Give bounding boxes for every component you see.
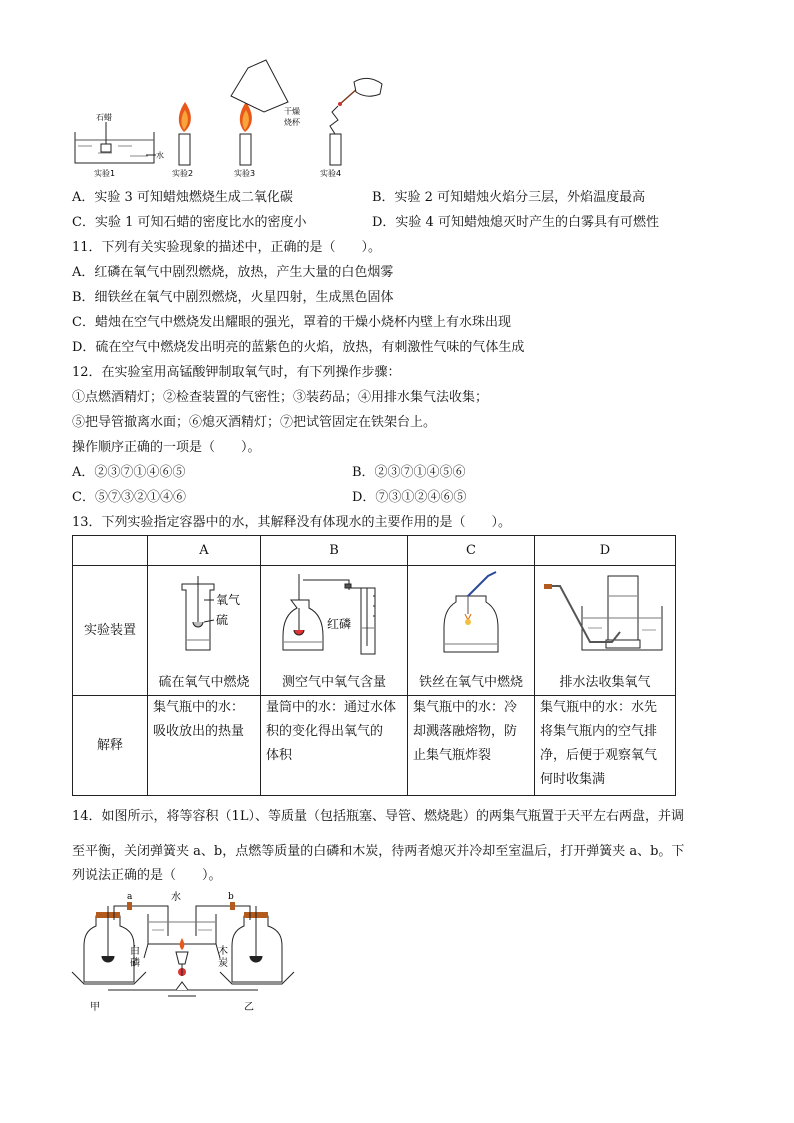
iron-wire-burning-apparatus	[416, 566, 526, 662]
exp1-trough	[75, 122, 156, 163]
label-wood: 木	[218, 946, 228, 957]
caption-a: 硫在氧气中燃烧	[158, 675, 250, 690]
explain-b-line3: 体积	[266, 748, 293, 763]
label-water: 水	[156, 151, 164, 160]
label-exp3: 实验3	[234, 169, 256, 178]
q10-option-b: B．实验 2 可知蜡烛火焰分三层，外焰温度最高	[372, 190, 646, 205]
label-phosphorus: 磷	[130, 958, 140, 969]
label-exp1: 实验1	[94, 169, 116, 178]
header-b: B	[261, 536, 408, 566]
setup-cell-c	[408, 566, 535, 696]
explain-cell-d	[535, 696, 676, 796]
candle-experiments-figure	[68, 58, 388, 182]
q12-option-a: A．②③⑦①④⑥⑤	[72, 465, 186, 480]
label-dry2: 烧杯	[284, 118, 300, 127]
water-displacement-apparatus	[542, 566, 668, 662]
exp4-candle-match	[330, 78, 382, 165]
q11-option-a: A．红磷在氧气中剧烈燃烧，放热，产生大量的白色烟雾	[72, 265, 394, 280]
q14-line1: 14．如图所示，将等容积（1L）、等质量（包括瓶塞、导管、燃烧匙）的两集气瓶置于天平左右两盘，并调	[72, 809, 684, 824]
q12-steps-2: ⑤把导管撤离水面；⑥熄灭酒精灯；⑦把试管固定在铁架台上。	[72, 415, 437, 430]
explain-c-line3: 止集气瓶炸裂	[413, 748, 492, 763]
q11-option-b: B．细铁丝在氧气中剧烈燃烧，火星四射，生成黑色固体	[72, 290, 394, 305]
label-yi: 乙	[244, 1002, 254, 1013]
q12-steps-1: ①点燃酒精灯；②检查装置的气密性；③装药品；④用排水集气法收集；	[72, 390, 489, 405]
q12-option-b: B．②③⑦①④⑤⑥	[352, 465, 466, 480]
header-d: D	[535, 536, 676, 566]
caption-b: 测空气中氧气含量	[281, 675, 386, 690]
header-a: A	[148, 536, 261, 566]
q11-stem: 11．下列有关实验现象的描述中，正确的是（ ）。	[72, 240, 382, 255]
q12-ask: 操作顺序正确的一项是（ ）。	[72, 440, 261, 455]
explain-d-line1: 集气瓶中的水：水先	[540, 700, 658, 715]
setup-cell-d	[535, 566, 676, 696]
label-clip-b: b	[228, 892, 234, 902]
row-label-explain: 解释	[73, 696, 148, 796]
q11-option-c: C．蜡烛在空气中燃烧发出耀眼的强光，罩着的干燥小烧杯内壁上有水珠出现	[72, 315, 511, 330]
balance-apparatus-figure	[68, 886, 298, 1016]
explain-d-line4: 何时收集满	[540, 772, 606, 787]
exp2-candle	[179, 102, 191, 165]
q14-line3: 列说法正确的是（ ）。	[72, 868, 222, 883]
label-water: 水	[171, 892, 181, 903]
explain-d-line2: 将集气瓶内的空气排	[540, 724, 658, 739]
exp3-candle-beaker	[231, 60, 288, 165]
explain-b-line2: 积的变化得出氧气的	[266, 724, 384, 739]
explain-cell-c	[408, 696, 535, 796]
caption-c: 铁丝在氧气中燃烧	[418, 675, 523, 690]
explain-d-line3: 净，后便于观察氧气	[540, 748, 658, 763]
explain-cell-a	[148, 696, 261, 796]
label-oxygen: 氧气	[216, 593, 241, 607]
q12-option-d: D．⑦③①②④⑥⑤	[352, 490, 467, 505]
explain-b-line1: 量筒中的水：通过水体	[266, 700, 397, 715]
label-jia: 甲	[90, 1002, 100, 1013]
q13-stem: 13．下列实验指定容器中的水，其解释没有体现水的主要作用的是（ ）。	[72, 515, 512, 530]
label-exp4: 实验4	[320, 169, 342, 178]
label-dry1: 干燥	[284, 107, 300, 116]
caption-d: 排水法收集氧气	[559, 675, 651, 690]
label-carbon: 炭	[218, 958, 228, 969]
sulfur-burning-apparatus	[154, 566, 254, 662]
q10-option-c: C．实验 1 可知石蜡的密度比水的密度小	[72, 215, 307, 230]
q14-line2: 至平衡，关闭弹簧夹 a、b，点燃等质量的白磷和木炭，待两者熄灭并冷却至室温后，打开弹簧夹 a、b。下	[72, 844, 685, 859]
q13-table	[72, 535, 676, 796]
label-red-phosphorus: 红磷	[327, 617, 352, 631]
explain-c-line2: 却溅落融熔物，防	[413, 724, 518, 739]
label-paraffin: 石蜡	[96, 113, 112, 122]
setup-cell-a	[148, 566, 261, 696]
explain-cell-b	[261, 696, 408, 796]
setup-cell-b	[261, 566, 408, 696]
label-exp2: 实验2	[172, 169, 194, 178]
q10-option-a: A．实验 3 可知蜡烛燃烧生成二氧化碳	[72, 190, 293, 205]
label-sulfur: 硫	[216, 613, 229, 627]
row-label-setup: 实验装置	[73, 566, 148, 696]
explain-a-line2: 吸收放出的热量	[153, 724, 245, 739]
q11-option-d: D．硫在空气中燃烧发出明亮的蓝紫色的火焰，放热，有刺激性气味的气体生成	[72, 340, 525, 355]
label-white: 白	[130, 946, 140, 957]
q12-option-c: C．⑤⑦③②①④⑥	[72, 490, 186, 505]
q12-stem: 12．在实验室用高锰酸钾制取氧气时，有下列操作步骤：	[72, 365, 401, 380]
oxygen-content-apparatus	[269, 566, 399, 662]
table-corner	[73, 536, 148, 566]
header-c: C	[408, 536, 535, 566]
label-clip-a: a	[127, 892, 133, 902]
q10-option-d: D．实验 4 可知蜡烛熄灭时产生的白雾具有可燃性	[372, 215, 659, 230]
explain-a-line1: 集气瓶中的水：	[153, 700, 245, 715]
explain-c-line1: 集气瓶中的水：冷	[413, 700, 518, 715]
